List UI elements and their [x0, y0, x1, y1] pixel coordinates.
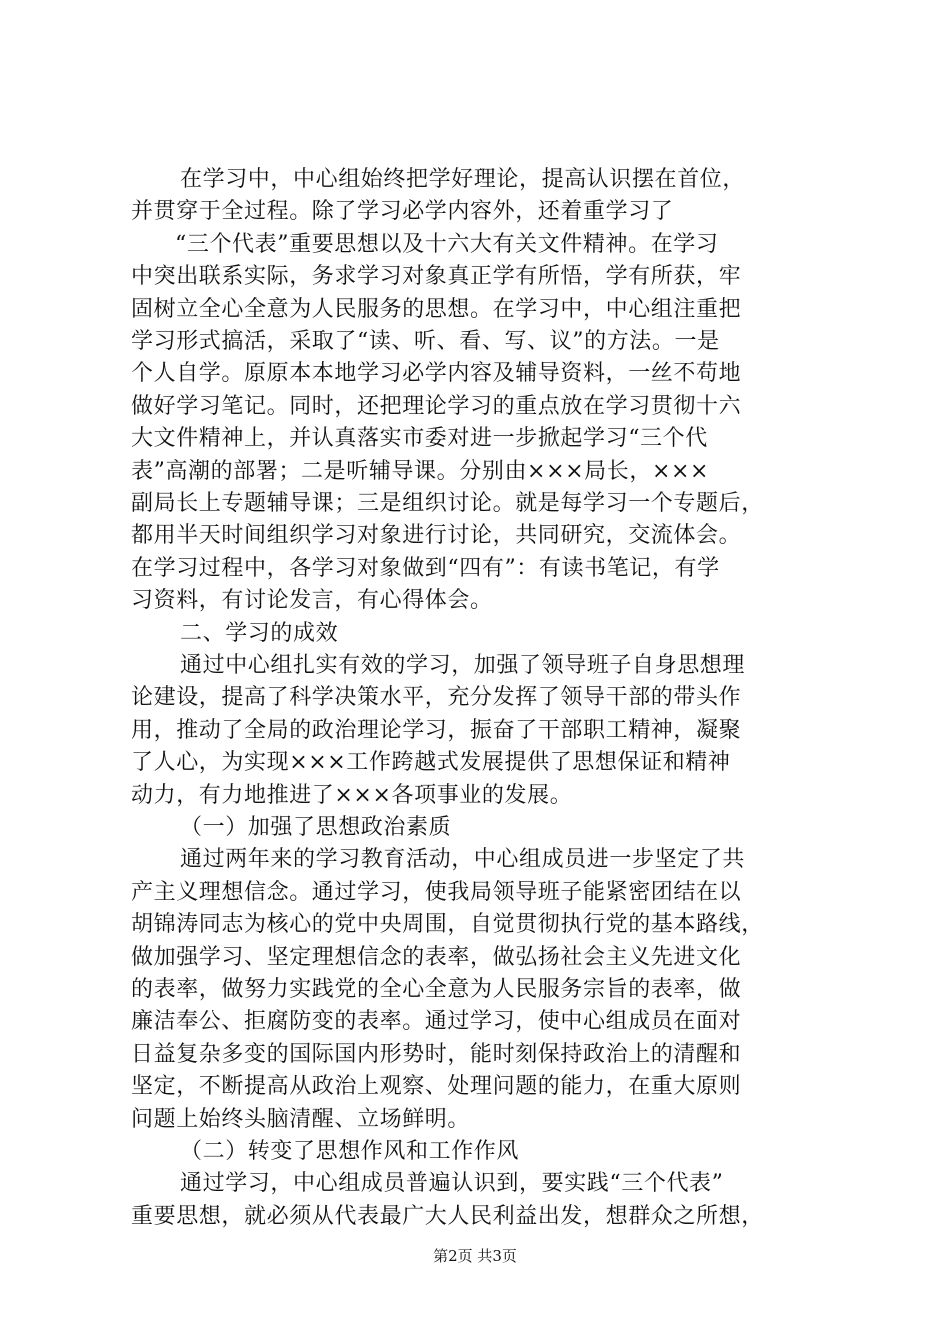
paragraph-line: 重要思想，就必须从代表最广大人民利益出发，想群众之所想，: [131, 1203, 764, 1229]
subsection-heading: （二）转变了思想作风和工作作风: [180, 1139, 520, 1164]
paragraph-line: “三个代表”重要思想以及十六大有关文件精神。在学习: [175, 231, 719, 257]
paragraph-line: 胡锦涛同志为核心的党中央周围，自觉贯彻执行党的基本路线，: [131, 912, 764, 938]
paragraph-line: 通过学习，中心组成员普遍认识到，要实践“三个代表”: [180, 1171, 724, 1197]
paragraph-line: 日益复杂多变的国际国内形势时，能时刻保持政治上的清醒和: [131, 1041, 742, 1067]
paragraph-line: 固树立全心全意为人民服务的思想。在学习中，中心组注重把: [131, 296, 742, 322]
paragraph-line: 都用半天时间组织学习对象进行讨论，共同研究，交流体会。: [131, 523, 742, 549]
paragraph-line: 问题上始终头脑清醒、立场鲜明。: [131, 1106, 471, 1132]
paragraph-line: 动力，有力地推进了×××各项事业的发展。: [131, 782, 573, 808]
paragraph-line: 做加强学习、坚定理想信念的表率，做弘扬社会主义先进文化: [131, 944, 742, 970]
paragraph-line: 在学习中，中心组始终把学好理论，提高认识摆在首位，: [180, 167, 746, 192]
subsection-heading: （一）加强了思想政治素质: [180, 815, 452, 840]
section-heading: 二、学习的成效: [180, 620, 339, 646]
paragraph-line: 论建设，提高了科学决策水平，充分发挥了领导干部的带头作: [131, 685, 742, 711]
paragraph-line: 产主义理想信念。通过学习，使我局领导班子能紧密团结在以: [131, 879, 742, 905]
paragraph-line: 用，推动了全局的政治理论学习，振奋了干部职工精神，凝聚: [131, 717, 742, 743]
paragraph-line: 学习形式搞活，采取了“读、听、看、写、议”的方法。一是: [131, 329, 720, 354]
paragraph-line: 个人自学。原原本本地学习必学内容及辅导资料，一丝不苟地: [131, 361, 742, 387]
paragraph-line: 做好学习笔记。同时，还把理论学习的重点放在学习贯彻十六: [131, 393, 742, 419]
paragraph-line: 通过中心组扎实有效的学习，加强了领导班子自身思想理: [180, 653, 746, 678]
page-number-footer: 第2页 共3页: [433, 1247, 517, 1265]
paragraph-line: 习资料，有讨论发言，有心得体会。: [131, 588, 493, 614]
paragraph-line: 坚定，不断提高从政治上观察、处理问题的能力，在重大原则: [131, 1074, 742, 1100]
paragraph-line: 副局长上专题辅导课；三是组织讨论。就是每学习一个专题后，: [131, 491, 764, 516]
paragraph-line: 在学习过程中，各学习对象做到“四有”：有读书笔记，有学: [131, 555, 720, 581]
paragraph-line: 通过两年来的学习教育活动，中心组成员进一步坚定了共: [180, 847, 746, 873]
paragraph-line: 中突出联系实际，务求学习对象真正学有所悟，学有所获，牢: [131, 264, 742, 290]
paragraph-line: 大文件精神上，并认真落实市委对进一步掀起学习“三个代: [131, 426, 708, 452]
paragraph-line: 廉洁奉公、拒腐防变的表率。通过学习，使中心组成员在面对: [131, 1009, 742, 1035]
paragraph-line: 表”高潮的部署；二是听辅导课。分别由×××局长，×××: [131, 458, 710, 484]
paragraph-line: 的表率，做努力实践党的全心全意为人民服务宗旨的表率，做: [131, 977, 742, 1002]
paragraph-line: 了人心，为实现×××工作跨越式发展提供了思想保证和精神: [131, 750, 731, 776]
paragraph-line: 并贯穿于全过程。除了学习必学内容外，还着重学习了: [131, 199, 674, 225]
